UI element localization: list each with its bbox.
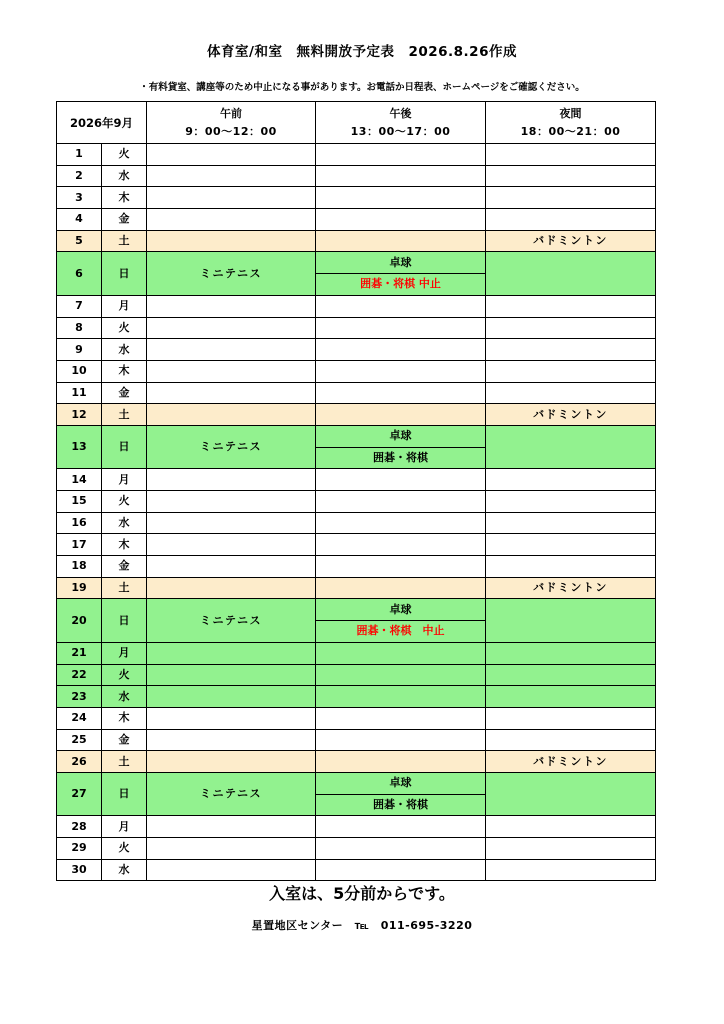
am-cell [147,707,316,729]
day-number: 23 [57,686,102,708]
pm-cell [316,707,486,729]
page-title: 体育室/和室 無料開放予定表 2026.8.26作成 [207,44,517,60]
pm-cell [316,404,486,426]
table-row [57,382,656,404]
night-cell [486,187,656,209]
pm-cell [316,577,486,599]
am-cell [147,209,316,231]
am-cell [147,729,316,751]
weekday: 月 [102,469,147,491]
pm-cell-2: 囲碁・将棋 中止 [316,274,486,296]
pm-cell [316,816,486,838]
pm-cell [316,317,486,339]
weekday: 木 [102,534,147,556]
night-cell [486,686,656,708]
table-row [57,512,656,534]
day-number: 30 [57,859,102,881]
day-number: 3 [57,187,102,209]
pm-cell [316,512,486,534]
table-row [57,838,656,860]
night-cell [486,664,656,686]
table-row [57,599,656,621]
weekday: 木 [102,707,147,729]
weekday: 月 [102,642,147,664]
day-number: 8 [57,317,102,339]
day-number: 28 [57,816,102,838]
pm-cell [316,859,486,881]
weekday: 水 [102,686,147,708]
day-number: 4 [57,209,102,231]
pm-cell [316,556,486,578]
day-number: 18 [57,556,102,578]
am-cell [147,404,316,426]
pm-cell [316,838,486,860]
am-cell [147,751,316,773]
weekday: 日 [102,772,147,815]
table-row [57,187,656,209]
night-cell [486,838,656,860]
pm-cell-2: 囲碁・将棋 [316,447,486,469]
night-cell [486,556,656,578]
night-cell [486,772,656,815]
pm-cell-1: 卓球 [316,599,486,621]
pm-cell [316,382,486,404]
pm-cell [316,230,486,252]
day-number: 27 [57,772,102,815]
day-number: 7 [57,295,102,317]
table-row [57,751,656,773]
pm-cell-2: 囲碁・将棋 [316,794,486,816]
night-cell [486,859,656,881]
day-number: 25 [57,729,102,751]
weekday: 土 [102,751,147,773]
month-header: 2026年9月 [57,102,147,144]
table-row [57,729,656,751]
weekday: 水 [102,165,147,187]
day-number: 20 [57,599,102,642]
table-row [57,469,656,491]
day-number: 26 [57,751,102,773]
weekday: 水 [102,859,147,881]
pm-cell-1: 卓球 [316,772,486,794]
night-cell [486,317,656,339]
pm-time: 13：00～17：00 [350,124,451,138]
day-number: 17 [57,534,102,556]
pm-cell-1: 卓球 [316,425,486,447]
day-number: 12 [57,404,102,426]
weekday: 火 [102,838,147,860]
am-cell [147,469,316,491]
pm-cell [316,664,486,686]
am-cell [147,295,316,317]
weekday: 日 [102,252,147,295]
night-cell [486,425,656,468]
night-cell [486,252,656,295]
am-cell [147,577,316,599]
table-row [57,707,656,729]
table-row [57,772,656,794]
am-cell [147,686,316,708]
am-cell [147,512,316,534]
am-cell: ミニテニス [147,599,316,642]
weekday: 水 [102,339,147,361]
night-cell [486,491,656,513]
night-cell [486,469,656,491]
night-cell: バドミントン [486,577,656,599]
table-row [57,664,656,686]
table-row [57,491,656,513]
am-cell [147,187,316,209]
night-cell [486,707,656,729]
pm-cell [316,729,486,751]
day-number: 16 [57,512,102,534]
entry-notice: 入室は、5分前からです。 [269,884,455,903]
table-row [57,209,656,231]
weekday: 火 [102,144,147,166]
night-cell [486,382,656,404]
am-cell [147,816,316,838]
day-number: 24 [57,707,102,729]
schedule-body [57,144,656,881]
weekday: 木 [102,360,147,382]
day-number: 29 [57,838,102,860]
day-number: 14 [57,469,102,491]
table-row [57,317,656,339]
pm-cell [316,491,486,513]
night-cell [486,339,656,361]
am-cell: ミニテニス [147,772,316,815]
pm-cell [316,165,486,187]
night-label: 夜間 [559,106,582,120]
pm-cell [316,360,486,382]
night-cell [486,209,656,231]
night-cell [486,816,656,838]
pm-cell [316,469,486,491]
weekday: 火 [102,664,147,686]
day-number: 5 [57,230,102,252]
night-cell: バドミントン [486,404,656,426]
table-row [57,230,656,252]
weekday: 月 [102,295,147,317]
night-cell [486,534,656,556]
day-number: 22 [57,664,102,686]
weekday: 水 [102,512,147,534]
night-cell: バドミントン [486,230,656,252]
am-cell [147,165,316,187]
am-time: 9：00～12：00 [185,124,277,138]
am-cell [147,491,316,513]
pm-cell [316,751,486,773]
day-number: 2 [57,165,102,187]
night-cell [486,295,656,317]
table-row [57,404,656,426]
am-cell [147,144,316,166]
pm-cell [316,144,486,166]
day-number: 15 [57,491,102,513]
weekday: 金 [102,729,147,751]
am-cell [147,382,316,404]
weekday: 火 [102,491,147,513]
night-cell: バドミントン [486,751,656,773]
am-header [147,102,316,144]
table-row [57,859,656,881]
weekday: 土 [102,230,147,252]
pm-cell [316,209,486,231]
pm-cell [316,295,486,317]
pm-cell [316,642,486,664]
contact-info: 星置地区センター ℡ 011-695-3220 [251,919,473,932]
weekday: 月 [102,816,147,838]
am-cell [147,317,316,339]
am-cell [147,838,316,860]
weekday: 日 [102,425,147,468]
am-cell [147,230,316,252]
weekday: 日 [102,599,147,642]
night-cell [486,642,656,664]
am-cell [147,534,316,556]
am-cell: ミニテニス [147,252,316,295]
table-row [57,425,656,447]
pm-header [316,102,486,144]
night-cell [486,599,656,642]
day-number: 13 [57,425,102,468]
table-row [57,360,656,382]
notice-text: ・有料貸室、講座等のため中止になる事があります。お電話か日程表、ホームページをご確認ください。 [139,82,585,93]
night-cell [486,729,656,751]
day-number: 1 [57,144,102,166]
weekday: 火 [102,317,147,339]
am-label: 午前 [220,106,243,120]
am-cell [147,664,316,686]
weekday: 金 [102,209,147,231]
night-cell [486,360,656,382]
pm-cell [316,187,486,209]
night-header [486,102,656,144]
am-cell [147,556,316,578]
table-row [57,295,656,317]
table-row [57,577,656,599]
weekday: 土 [102,404,147,426]
weekday: 金 [102,382,147,404]
day-number: 11 [57,382,102,404]
weekday: 金 [102,556,147,578]
pm-label: 午後 [389,106,412,120]
table-row [57,686,656,708]
table-row [57,556,656,578]
am-cell [147,360,316,382]
night-time: 18：00～21：00 [520,124,621,138]
pm-cell [316,534,486,556]
schedule-table [56,101,656,881]
day-number: 6 [57,252,102,295]
table-row [57,642,656,664]
weekday: 土 [102,577,147,599]
day-number: 21 [57,642,102,664]
table-row [57,144,656,166]
day-number: 10 [57,360,102,382]
table-row [57,252,656,274]
pm-cell-1: 卓球 [316,252,486,274]
table-row [57,339,656,361]
table-row [57,165,656,187]
am-cell [147,339,316,361]
night-cell [486,512,656,534]
day-number: 9 [57,339,102,361]
pm-cell [316,686,486,708]
night-cell [486,165,656,187]
day-number: 19 [57,577,102,599]
pm-cell-2: 囲碁・将棋 中止 [316,621,486,643]
am-cell: ミニテニス [147,425,316,468]
am-cell [147,642,316,664]
weekday: 木 [102,187,147,209]
am-cell [147,859,316,881]
header-row [57,102,656,144]
table-row [57,534,656,556]
pm-cell [316,339,486,361]
night-cell [486,144,656,166]
table-row [57,816,656,838]
